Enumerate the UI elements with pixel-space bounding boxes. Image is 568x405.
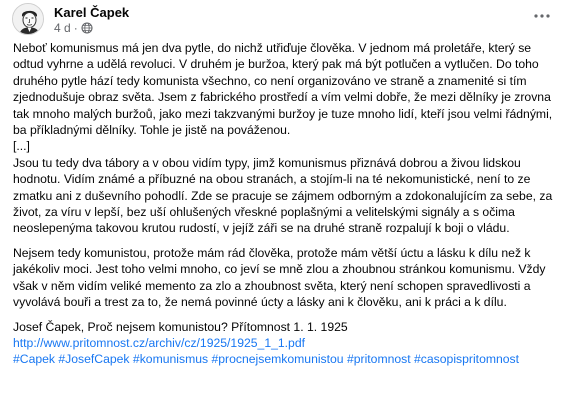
post-paragraph-1: Neboť komunismus má jen dva pytle, do nichž utřiďuje člověka. V jednom má proletáře, který se odtud vyhrne a udělá revoluci. V druhém je buržoa, který pak má být potlučen a vytlučen. Do toho druhého pytle hází tedy komunista všechno, co není organizováno ve straně a znamenité si tím zjednodušuje obraz světa. Jsem z fabrického prostředí a vím velmi dobře, že mezi dělníky je zrovna tak mnoho malých buržoů, jako mezi takzvanými buržoy je tuze mnoho lidí, kteří jsou velmi řádnými, ba příkladnými dělníky. Tohle je jistě na pováženou. bbox=[13, 41, 553, 138]
avatar[interactable] bbox=[12, 3, 44, 35]
post-body bbox=[13, 40, 559, 368]
post-citation: Josef Čapek, Proč nejsem komunistou? Přítomnost 1. 1. 1925 bbox=[13, 319, 348, 334]
hashtags[interactable]: #Capek #JosefCapek #komunismus #procnejsemkomunistou #pritomnost #casopispritomnost bbox=[13, 352, 520, 367]
source-link[interactable]: http://www.pritomnost.cz/archiv/cz/1925/1925_1_1.pdf bbox=[13, 335, 305, 350]
post-time[interactable]: 4 d bbox=[54, 21, 71, 35]
post-paragraph-3: Nejsem tedy komunistou, protože mám rád člověka, protože mám větší úctu a lásku k dílu než k jakékoliv moci. Jest toho velmi mnoho, co jeví se mně zlou a zhoubnou stránkou komunismu. Vždy však v něm vidím veliké memento za zlo a zhoubnost světa, který není schopen spravedlivosti a vyvolává bouři a trest za to, že nemá povinné úcty a lásky ani k člověku, ani k práci a k dílu. bbox=[13, 245, 546, 310]
author-name[interactable]: Karel Čapek bbox=[54, 5, 130, 20]
more-options-icon[interactable] bbox=[532, 8, 552, 24]
post-meta bbox=[54, 21, 93, 35]
globe-icon bbox=[81, 22, 93, 34]
post-paragraph-2: Jsou tu tedy dva tábory a v obou vidím typy, jimž komunismus přiznává dobrou a živou lidskou hodnotu. Vidím známé a příbuzné na obou stranách, a stojím-li na té nekomunistické, není to ze zmatku ani z duševního pohodlí. Zde se pracuje se zájmem odborným a zdokonalujícím za sebe, za život, za víru v lepší, bez uší ohlušených vřeskné poplašnými a velitelskými signály a s očima neoslepenýma takovou krutou rudostí, v jejíž záři se na druhé straně rozpalují k boji o vládu. bbox=[13, 155, 553, 236]
post-header bbox=[12, 0, 556, 40]
post-ellipsis: [...] bbox=[13, 139, 30, 154]
avatar-portrait-icon bbox=[13, 4, 44, 35]
meta-separator: · bbox=[73, 21, 78, 35]
